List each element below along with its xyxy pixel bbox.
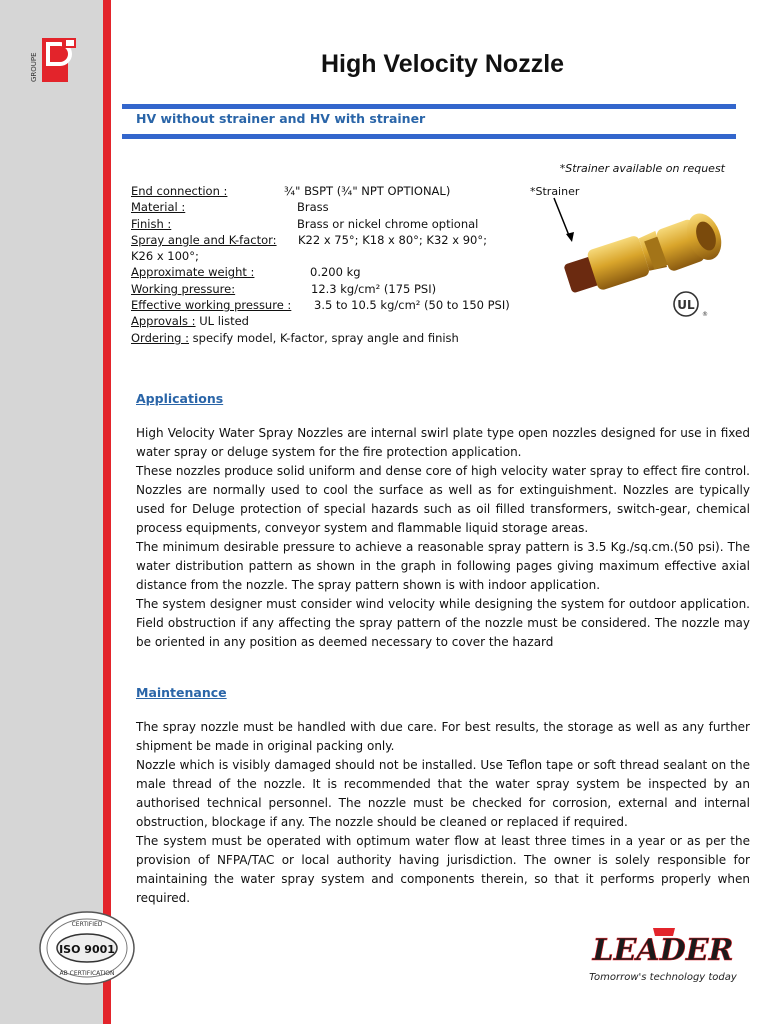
applications-heading: Applications <box>136 391 224 406</box>
spec-row <box>131 199 531 215</box>
spec-value: 3.5 to 10.5 kg/cm² (50 to 150 PSI) <box>314 298 510 313</box>
iso-9001-seal <box>38 908 136 988</box>
spec-row <box>131 248 531 264</box>
applications-body <box>136 424 750 652</box>
leader-logo <box>583 922 745 988</box>
maintenance-heading: Maintenance <box>136 685 227 700</box>
spec-label: Spray angle and K-factor: <box>131 232 277 247</box>
paragraph: The spray nozzle must be handled with due care. For best results, the storage as well as any further shipment be made in original packing only. <box>136 720 750 753</box>
note-asterisk: * <box>559 162 566 175</box>
left-sidebar <box>0 0 103 1024</box>
svg-text:GROUPE: GROUPE <box>30 52 38 82</box>
spec-label: Working pressure: <box>131 281 236 296</box>
spec-row <box>131 216 531 232</box>
paragraph: Nozzle which is visibly damaged should not be installed. Use Teflon tape or soft thread sealant on the male thread of the nozzle. It is recommended that the water spray system be inspected by an authorised technical personnel. The nozzle must be checked for corrosion, external and internal obstruction, blockage if any. The nozzle should be cleaned or replaced if required. <box>136 758 750 829</box>
section-subtitle: HV without strainer and HV with strainer <box>136 111 426 126</box>
spec-label: Effective working pressure : <box>131 298 292 313</box>
spec-continuation: K26 x 100°; <box>131 249 199 264</box>
red-side-stripe <box>103 0 111 1024</box>
groupe-logo <box>22 36 86 84</box>
page-title: High Velocity Nozzle <box>320 50 565 78</box>
spec-value: Brass <box>297 200 329 215</box>
maintenance-body <box>136 718 750 908</box>
top-blue-rule <box>122 104 736 109</box>
bottom-blue-rule <box>122 134 736 139</box>
spec-row <box>131 313 531 329</box>
ul-listed-mark <box>672 290 708 318</box>
spec-value: ¾" BSPT (¾" NPT OPTIONAL) <box>284 184 451 198</box>
svg-text:ISO 9001: ISO 9001 <box>59 943 115 956</box>
paragraph: High Velocity Water Spray Nozzles are internal swirl plate type open nozzles designed for use in fixed water spray or deluge system for the fire protection application. <box>136 426 750 459</box>
spec-row <box>131 330 531 346</box>
paragraph: These nozzles produce solid uniform and dense core of high velocity water spray to effect fire control. Nozzles are normally used to cool the surface as well as for extinguishment. Nozzles are typically used for Deluge protection of special hazards such as oil filled transformers, switch-gear, chemical process equipments, conveyor system and flammable liquid storage areas. <box>136 464 750 535</box>
spec-value: K22 x 75°; K18 x 80°; K32 x 90°; <box>298 232 487 247</box>
paragraph: The system must be operated with optimum water flow at least three times in a year or as per the provision of NFPA/TAC or local authority having jurisdiction. The owner is solely responsible for maintaining the water spray system and components therein, so that it performs properly when required. <box>136 834 750 905</box>
spec-label: Approvals : <box>131 314 196 329</box>
spec-label: Finish : <box>131 216 172 231</box>
note-text: Strainer available on request <box>565 162 725 175</box>
svg-text:LEADER: LEADER <box>592 933 734 968</box>
spec-label: Material : <box>131 200 186 215</box>
strainer-note <box>560 162 725 175</box>
strainer-callout-label: *Strainer <box>530 185 580 198</box>
spec-value: UL listed <box>199 314 249 329</box>
spec-label: Ordering : <box>131 330 189 345</box>
nozzle-product-image <box>552 196 740 324</box>
svg-text:UL: UL <box>677 298 695 312</box>
spec-value: 0.200 kg <box>310 265 361 280</box>
paragraph: The minimum desirable pressure to achieve a reasonable spray pattern is 3.5 Kg./sq.cm.(50 psi). The water distribution pattern as shown in the graph in following pages giving maximum effective axial distance from the nozzle. The spray pattern shown is with indoor application. <box>136 540 750 592</box>
spec-row <box>131 232 531 248</box>
spec-value: specify model, K-factor, spray angle and finish <box>192 330 459 345</box>
spec-list <box>131 183 531 346</box>
side-gap <box>111 0 115 1024</box>
paragraph: The system designer must consider wind velocity while designing the system for outdoor application. Field obstruction if any affecting the spray pattern of the nozzle must be considered. The nozzle may be oriented in any position as deemed necessary to cover the hazard <box>136 597 750 649</box>
spec-row <box>131 183 531 199</box>
spec-value: 12.3 kg/cm² (175 PSI) <box>311 281 437 296</box>
spec-label: Approximate weight : <box>131 265 255 280</box>
svg-text:CERTIFIED: CERTIFIED <box>71 921 103 928</box>
spec-label: End connection : <box>131 184 228 198</box>
svg-text:AB CERTIFICATION: AB CERTIFICATION <box>59 970 115 977</box>
svg-text:®: ® <box>702 311 708 318</box>
svg-text:Tomorrow's technology today: Tomorrow's technology today <box>589 972 737 983</box>
spec-row <box>131 297 531 313</box>
spec-row <box>131 281 531 297</box>
spec-value: Brass or nickel chrome optional <box>297 216 479 231</box>
spec-row <box>131 264 531 280</box>
